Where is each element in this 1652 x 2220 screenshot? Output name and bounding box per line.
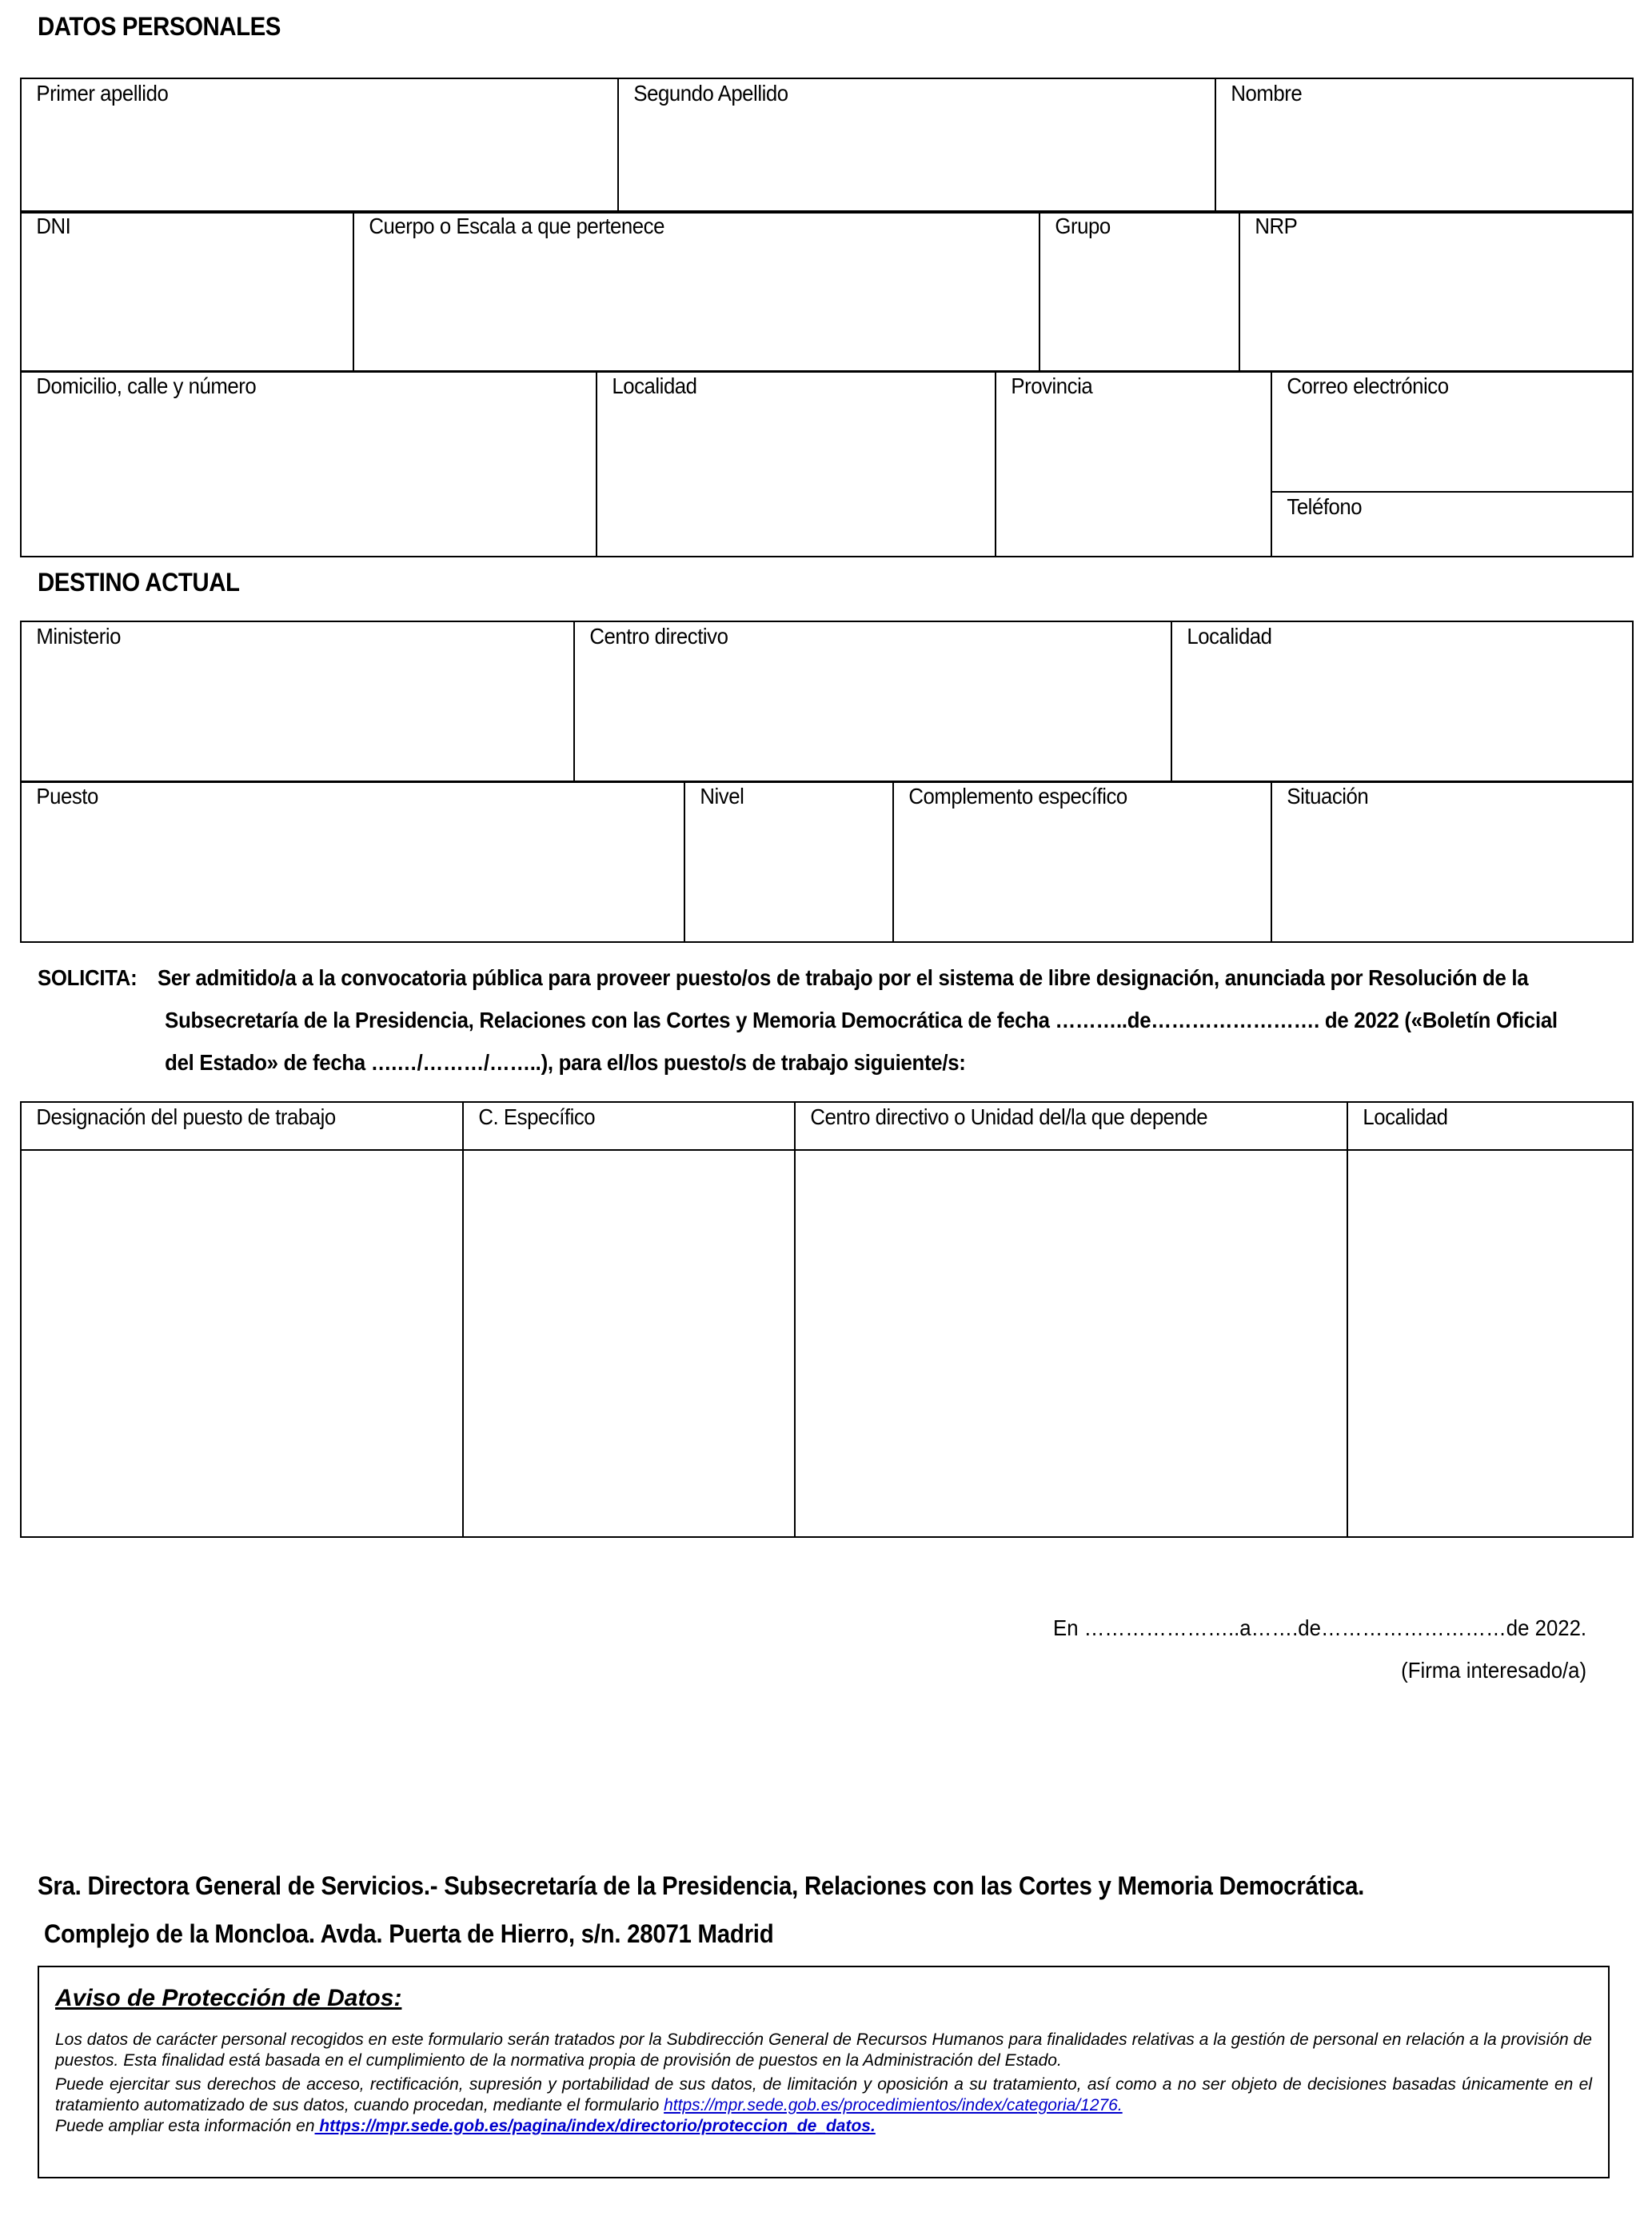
privacy-text-3: Puede ampliar esta información en bbox=[55, 2117, 315, 2135]
field-grupo[interactable] bbox=[1039, 211, 1239, 372]
personal-row-2 bbox=[20, 210, 1634, 373]
field-label: Correo electrónico bbox=[1287, 373, 1449, 398]
signature-caption: (Firma interesado/a) bbox=[1401, 1658, 1586, 1683]
solicita-line-3 bbox=[38, 1041, 1465, 1084]
field-correo[interactable] bbox=[1271, 371, 1633, 492]
privacy-title: Aviso de Protección de Datos: bbox=[55, 1985, 402, 2011]
field-cuerpo[interactable] bbox=[353, 211, 1039, 372]
field-label: NRP bbox=[1255, 214, 1298, 238]
field-label: Nombre bbox=[1231, 81, 1303, 106]
field-domicilio[interactable] bbox=[21, 371, 597, 557]
field-segundo-apellido[interactable] bbox=[618, 78, 1215, 213]
field-label: Ministerio bbox=[36, 624, 122, 649]
field-complemento[interactable] bbox=[893, 781, 1271, 942]
field-localidad-destino[interactable] bbox=[1171, 621, 1633, 782]
column-header: Designación del puesto de trabajo bbox=[36, 1104, 336, 1129]
col-header-centro bbox=[795, 1102, 1347, 1150]
solicita-line-2 bbox=[38, 999, 1558, 1041]
field-label: DNI bbox=[36, 214, 71, 238]
field-label: Localidad bbox=[1187, 624, 1272, 649]
field-situacion[interactable] bbox=[1271, 781, 1633, 942]
solicita-text-2: Subsecretaría de la Presidencia, Relaciones con las Cortes y Memoria Democrática de fecha ………..de……………………. de 2022 («Boletín Oficial bbox=[165, 1008, 1558, 1032]
personal-row-1 bbox=[20, 78, 1634, 214]
column-header: Centro directivo o Unidad del/la que depende bbox=[810, 1104, 1208, 1129]
privacy-paragraph-2 bbox=[55, 2074, 1592, 2137]
privacy-text-2: Puede ejercitar sus derechos de acceso, rectificación, supresión y portabilidad de sus datos, de limitación y oposición a su tratamiento, así como a no ser objeto de decisiones basadas únicamente en el tratamiento automatizado de sus datos, cuando procedan, mediante el formulario bbox=[55, 2075, 1592, 2114]
address-line-2: Complejo de la Moncloa. Avda. Puerta de Hierro, s/n. 28071 Madrid bbox=[44, 1919, 774, 1948]
field-label: Puesto bbox=[36, 784, 98, 809]
current-row-2 bbox=[20, 781, 1634, 943]
field-label: Primer apellido bbox=[36, 81, 169, 106]
field-centro-directivo[interactable] bbox=[574, 621, 1171, 782]
field-label: Domicilio, calle y número bbox=[36, 373, 257, 398]
cell-designacion[interactable] bbox=[21, 1150, 463, 1537]
cell-localidad[interactable] bbox=[1347, 1150, 1633, 1537]
field-label: Localidad bbox=[612, 373, 697, 398]
field-label: Grupo bbox=[1055, 214, 1111, 238]
column-header: C. Específico bbox=[478, 1104, 596, 1129]
privacy-info-link[interactable]: https://mpr.sede.gob.es/pagina/index/directorio/proteccion_de_datos. bbox=[314, 2117, 876, 2135]
privacy-notice bbox=[38, 1966, 1610, 2178]
col-header-designacion bbox=[21, 1102, 463, 1150]
field-nivel[interactable] bbox=[684, 781, 893, 942]
section-title-current: DESTINO ACTUAL bbox=[38, 568, 240, 597]
column-header: Localidad bbox=[1363, 1104, 1448, 1129]
current-row-1 bbox=[20, 621, 1634, 783]
field-label: Complemento específico bbox=[908, 784, 1127, 809]
field-nombre[interactable] bbox=[1215, 78, 1633, 213]
date-line: En …………………..a…….de………………………de 2022. bbox=[1052, 1615, 1586, 1640]
address-line-1: Sra. Directora General de Servicios.- Subsecretaría de la Presidencia, Relaciones con las Cortes y Memoria Democrática. bbox=[38, 1871, 1365, 1900]
field-ministerio[interactable] bbox=[21, 621, 574, 782]
field-label: Teléfono bbox=[1287, 494, 1363, 519]
field-telefono[interactable] bbox=[1271, 492, 1633, 557]
field-primer-apellido[interactable] bbox=[21, 78, 618, 213]
field-label: Centro directivo bbox=[589, 624, 728, 649]
section-title-personal: DATOS PERSONALES bbox=[38, 12, 281, 41]
field-nrp[interactable] bbox=[1239, 211, 1633, 372]
col-header-c-especifico bbox=[463, 1102, 795, 1150]
field-localidad[interactable] bbox=[597, 371, 996, 557]
table-row bbox=[21, 1150, 1633, 1537]
field-label: Cuerpo o Escala a que pertenece bbox=[369, 214, 664, 238]
solicita-text-1: Ser admitido/a a la convocatoria pública para proveer puesto/os de trabajo por el sistema de libre designación, anunciada por Resolución de la bbox=[157, 965, 1529, 990]
field-dni[interactable] bbox=[21, 211, 353, 372]
personal-row-3 bbox=[20, 370, 1634, 557]
privacy-paragraph-1: Los datos de carácter personal recogidos en este formulario serán tratados por la Subdirección General de Recursos Humanos para finalidades relativas a la gestión de personal en relación a la provisión de puestos. Esta finalidad está basada en el cumplimiento de la normativa propia de provisión de puestos en la Administración del Estado. bbox=[55, 2030, 1592, 2070]
cell-c-especifico[interactable] bbox=[463, 1150, 795, 1537]
field-provincia[interactable] bbox=[996, 371, 1271, 557]
positions-table bbox=[20, 1101, 1634, 1538]
solicita-paragraph bbox=[38, 956, 1589, 1084]
solicita-text-3: del Estado» de fecha ….…/………/……..), para el/los puesto/s de trabajo siguiente/s: bbox=[165, 1050, 966, 1075]
col-header-localidad bbox=[1347, 1102, 1633, 1150]
rights-form-link[interactable]: https://mpr.sede.gob.es/procedimientos/index/categoria/1276. bbox=[664, 2096, 1123, 2114]
field-label: Segundo Apellido bbox=[633, 81, 788, 106]
cell-centro[interactable] bbox=[795, 1150, 1347, 1537]
solicita-line-1 bbox=[38, 956, 1529, 999]
solicita-label: SOLICITA: bbox=[38, 965, 138, 990]
field-label: Provincia bbox=[1011, 373, 1093, 398]
field-puesto[interactable] bbox=[21, 781, 684, 942]
field-label: Situación bbox=[1287, 784, 1369, 809]
field-label: Nivel bbox=[700, 784, 744, 809]
